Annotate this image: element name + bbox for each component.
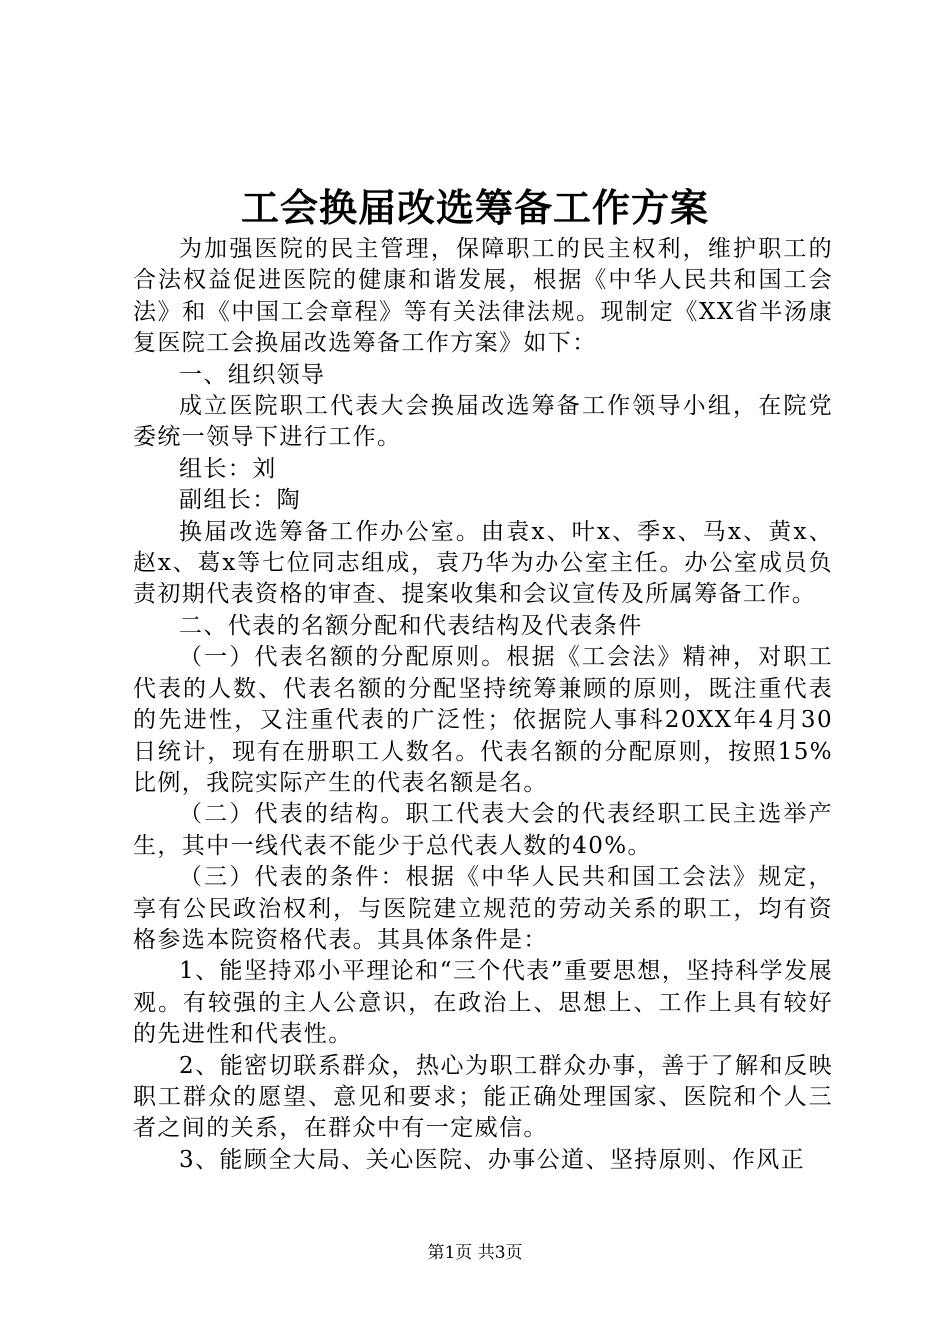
section-heading-representatives: 二、代表的名额分配和代表结构及代表条件 [179,612,643,639]
paragraph-intro: 为加强医院的民主管理，保障职工的民主权利，维护职工的合法权益促进医院的健康和谐发展，根据《中华人民共和国工会法》和《中国工会章程》等有关法律法规。现制定《XX省半汤康复医院工会换届改选筹备工作方案》如下： [133,236,833,357]
paragraph-group-leader: 组长：刘 [179,455,277,482]
paragraph-condition-2: 2、能密切联系群众，热心为职工群众办事，善于了解和反映职工群众的愿望、意见和要求；能正确处理国家、医院和个人三者之间的关系，在群众中有一定威信。 [133,1052,833,1142]
paragraph-office: 换届改选筹备工作办公室。由袁x、叶x、季x、马x、黄x、赵x、葛x等七位同志组成，袁乃华为办公室主任。办公室成员负责初期代表资格的审查、提案收集和会议宣传及所属筹备工作。 [133,518,833,608]
page-footer: 第1页 共3页 [427,1243,523,1263]
paragraph-structure: （二）代表的结构。职工代表大会的代表经职工民主选举产生，其中一线代表不能少于总代表人数的40%。 [133,801,833,859]
paragraph-condition-3: 3、能顾全大局、关心医院、办事公道、坚持原则、作风正 [179,1146,806,1173]
paragraph-conditions: （三）代表的条件：根据《中华人民共和国工会法》规定，享有公民政治权利，与医院建立规范的劳动关系的职工，均有资格参选本院资格代表。其具体条件是： [133,864,833,953]
paragraph-condition-1: 1、能坚持邓小平理论和“三个代表”重要思想，坚持科学发展观。有较强的主人公意识，在政治上、思想上、工作上具有较好的先进性和代表性。 [133,958,833,1048]
document-title: 工会换届改选筹备工作方案 [240,185,709,230]
document-body [133,234,833,1176]
paragraph-leading-group: 成立医院职工代表大会换届改选筹备工作领导小组，在院党委统一领导下进行工作。 [133,393,833,451]
paragraph-deputy-leader: 副组长：陶 [179,487,301,514]
paragraph-quota-principle: （一）代表名额的分配原则。根据《工会法》精神，对职工代表的人数、代表名额的分配坚持统筹兼顾的原则，既注重代表的先进性，又注重代表的广泛性；依据院人事科20XX年4月30日统计，现有在册职工人数名。代表名额的分配原则，按照15%比例，我院实际产生的代表名额是名。 [133,644,833,796]
section-heading-organization: 一、组织领导 [179,361,326,388]
